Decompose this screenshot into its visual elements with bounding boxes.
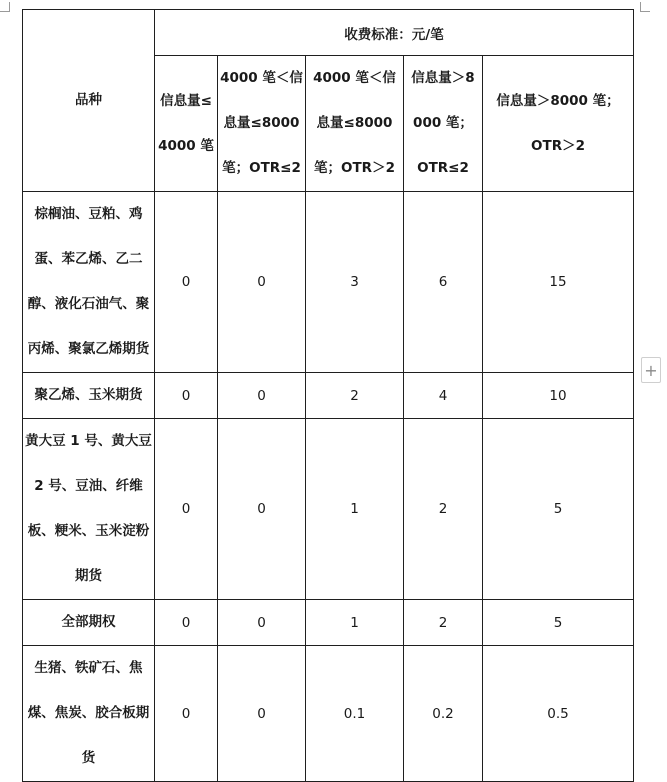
page-corner-mark-right — [640, 2, 650, 12]
variety-cell: 全部期权 — [23, 600, 155, 646]
column-header-1: 信息量≤4000 笔 — [155, 56, 218, 192]
fee-cell: 0 — [155, 192, 218, 373]
fee-cell: 0 — [155, 600, 218, 646]
table-header-row-top — [23, 10, 634, 56]
table-row — [23, 600, 634, 646]
fee-cell: 5 — [483, 600, 634, 646]
fee-cell: 0 — [155, 646, 218, 782]
fee-cell: 4 — [404, 373, 483, 419]
table-row — [23, 646, 634, 782]
fee-cell: 0 — [218, 192, 306, 373]
variety-cell: 生猪、铁矿石、焦煤、焦炭、胶合板期货 — [23, 646, 155, 782]
add-row-button[interactable] — [641, 357, 661, 383]
column-header-4: 信息量＞8000 笔；OTR≤2 — [404, 56, 483, 192]
fee-cell: 0.5 — [483, 646, 634, 782]
page-corner-mark-left — [0, 2, 10, 12]
fee-cell: 2 — [404, 419, 483, 600]
plus-icon: + — [644, 361, 658, 380]
fee-cell: 2 — [306, 373, 404, 419]
column-header-5: 信息量＞8000 笔；OTR＞2 — [483, 56, 634, 192]
fee-cell: 0.1 — [306, 646, 404, 782]
fee-cell: 3 — [306, 192, 404, 373]
fee-cell: 10 — [483, 373, 634, 419]
fee-cell: 2 — [404, 600, 483, 646]
fee-cell: 0 — [218, 419, 306, 600]
fee-cell: 0 — [218, 646, 306, 782]
fee-cell: 15 — [483, 192, 634, 373]
variety-cell: 棕榈油、豆粕、鸡蛋、苯乙烯、乙二醇、液化石油气、聚丙烯、聚氯乙烯期货 — [23, 192, 155, 373]
fee-schedule-table — [22, 9, 634, 782]
table-row — [23, 373, 634, 419]
table-row — [23, 419, 634, 600]
table-row — [23, 192, 634, 373]
column-header-2: 4000 笔＜信息量≤8000 笔；OTR≤2 — [218, 56, 306, 192]
fee-cell: 0.2 — [404, 646, 483, 782]
fee-cell: 0 — [218, 373, 306, 419]
column-header-3: 4000 笔＜信息量≤8000 笔；OTR＞2 — [306, 56, 404, 192]
fee-cell: 1 — [306, 600, 404, 646]
fee-cell: 0 — [155, 419, 218, 600]
variety-cell: 聚乙烯、玉米期货 — [23, 373, 155, 419]
fee-standard-header: 收费标准：元/笔 — [155, 10, 634, 56]
fee-cell: 0 — [218, 600, 306, 646]
fee-cell: 0 — [155, 373, 218, 419]
variety-header: 品种 — [23, 10, 155, 192]
fee-cell: 5 — [483, 419, 634, 600]
fee-cell: 1 — [306, 419, 404, 600]
fee-cell: 6 — [404, 192, 483, 373]
variety-cell: 黄大豆 1 号、黄大豆 2 号、豆油、纤维板、粳米、玉米淀粉期货 — [23, 419, 155, 600]
